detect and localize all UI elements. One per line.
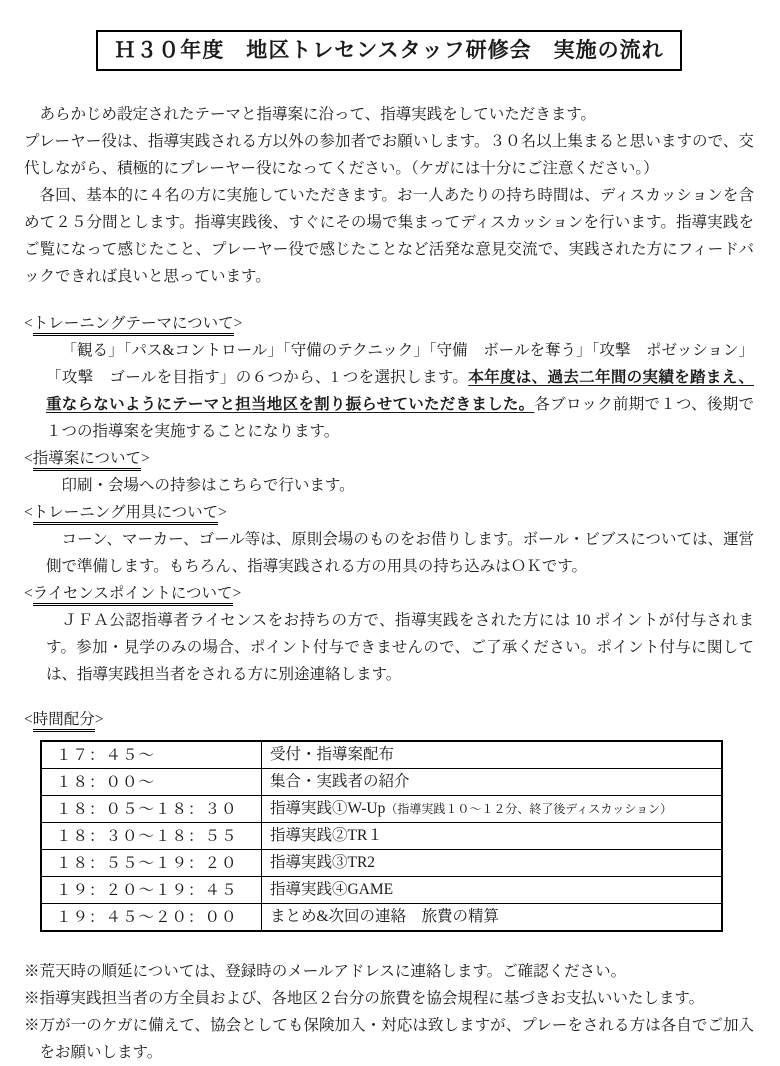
table-row (41, 796, 722, 823)
theme-body-normal-1: 「観る」「パス&コントロール」「守備のテクニック」「守備 ボールを奪う」「攻撃 ポゼッション」「攻撃 ゴールを目指す」の６つから、1 つを選択します。 (46, 342, 754, 386)
table-row (41, 904, 722, 932)
schedule-desc-text: まとめ&次回の連絡 旅費の精算 (270, 908, 500, 925)
schedule-time-cell: １８：００～ (41, 769, 262, 796)
angle-bracket-open: < (24, 315, 33, 332)
schedule-desc-cell (262, 796, 723, 823)
section-heading-theme-text: トレーニングテーマについて (33, 315, 234, 336)
theme-body-normal-2: 各ブロック前期で１つ、後期で１つの指導案を実施することになります。 (46, 396, 754, 440)
table-row (41, 877, 722, 904)
schedule-desc-cell (262, 904, 723, 932)
section-schedule (24, 706, 754, 932)
section-body-equipment: コーン、マーカー、ゴール等は、原則会場のものをお借りします。ボール・ビブスについては、運営側で準備します。もちろん、指導実践される方の用具の持ち込みはＯＫです。 (46, 531, 754, 575)
table-row (41, 823, 722, 850)
schedule-time-cell: １８：０５～１８：３０ (41, 796, 262, 823)
spacer (24, 290, 754, 310)
section-heading-schedule (24, 706, 754, 733)
section-license-points (24, 580, 754, 688)
angle-bracket-close: > (140, 450, 150, 467)
section-training-theme (24, 310, 754, 445)
section-heading-license-text: ライセンスポイントについて (33, 585, 233, 606)
intro-paragraph-2: プレーヤー役は、指導実践される方以外の参加者でお願いします。３０名以上集まると思いますので、交代しながら、積極的にプレーヤー役になってください。（ケガには十分にご注意ください。） (24, 133, 754, 177)
section-heading-plan-text: 指導案について (33, 450, 141, 471)
schedule-desc-cell (262, 823, 723, 850)
angle-bracket-close: > (94, 711, 104, 728)
schedule-desc-text: 集合・実践者の紹介 (270, 773, 410, 790)
schedule-time-cell: １８：３０～１８：５５ (41, 823, 262, 850)
angle-bracket-open: < (24, 450, 33, 467)
section-heading-plan (24, 445, 754, 472)
theme-body-bold-underlined: 本年度は、過去二年間の実績を踏まえ、重ならないようにテーマと担当地区を割り振らせていただきました。 (46, 369, 755, 413)
table-row (41, 741, 722, 769)
note-travel-expense: ※指導実践担当者の方全員および、各地区２台分の旅費を協会規程に基づきお支払いいたします。 (24, 990, 705, 1007)
schedule-time-cell: １９：２０～１９：４５ (41, 877, 262, 904)
schedule-time-cell: １７：４５～ (41, 741, 262, 769)
spacer (24, 688, 754, 706)
table-row (41, 850, 722, 877)
schedule-desc-text: 指導実践①W-Up (270, 800, 386, 817)
schedule-desc-cell (262, 741, 723, 769)
section-heading-theme (24, 310, 754, 337)
angle-bracket-open: < (24, 711, 33, 728)
intro-block (24, 101, 754, 290)
section-body-license: ＪＦＡ公認指導者ライセンスをお持ちの方で、指導実践をされた方には 10 ポイントが付与されます。参加・見学のみの場合、ポイント付与できませんので、ご了承ください。ポイント付与に関しては、指導実践担当者をされる方に別途連絡します。 (46, 612, 754, 683)
intro-paragraph-1: あらかじめ設定されたテーマと指導案に沿って、指導実践をしていただきます。 (39, 106, 596, 123)
schedule-desc-cell (262, 877, 723, 904)
note-weather: ※荒天時の順延については、登録時のメールアドレスに連絡します。ご確認ください。 (24, 963, 627, 980)
intro-paragraph-3: 各回、基本的に４名の方に実施していただきます。お一人あたりの持ち時間は、ディスカッションを含めて２５分間とします。指導実践後、すぐにその場で集まってディスカッションを行います。指導実践をご覧になって感じたこと、プレーヤー役で感じたことなど活発な意見交流で、実践された方にフィードバックできれば良いと思っています。 (24, 187, 754, 285)
schedule-desc-note: （指導実践１０～１２分、終了後ディスカッション） (385, 802, 673, 816)
schedule-desc-cell (262, 769, 723, 796)
schedule-desc-text: 指導実践④GAME (270, 881, 394, 898)
section-heading-license (24, 580, 754, 607)
schedule-time-cell: １９：４５～２０：００ (41, 904, 262, 932)
footer-notes (24, 958, 754, 1066)
section-lesson-plan (24, 445, 754, 499)
angle-bracket-open: < (24, 585, 33, 602)
section-heading-equipment-text: トレーニング用具について (33, 504, 218, 525)
angle-bracket-close: > (233, 315, 243, 332)
angle-bracket-open: < (24, 504, 33, 521)
section-body-theme (46, 337, 754, 445)
angle-bracket-close: > (232, 585, 242, 602)
title-container (24, 30, 754, 71)
table-row (41, 769, 722, 796)
schedule-desc-text: 指導実践②TR１ (270, 827, 383, 844)
section-heading-equipment (24, 499, 754, 526)
section-equipment (24, 499, 754, 580)
page-title: Ｈ３０年度 地区トレセンスタッフ研修会 実施の流れ (96, 30, 681, 71)
schedule-table (40, 740, 723, 932)
angle-bracket-close: > (218, 504, 227, 521)
schedule-desc-cell (262, 850, 723, 877)
note-insurance: ※万が一のケガに備えて、協会としても保険加入・対応は致しますが、プレーをされる方は各自でご加入をお願いします。 (24, 1017, 754, 1061)
schedule-desc-text: 指導実践③TR2 (270, 854, 376, 871)
section-body-plan: 印刷・会場への持参はこちらで行います。 (61, 477, 355, 494)
schedule-desc-text: 受付・指導案配布 (270, 746, 395, 763)
schedule-time-cell: １８：５５～１９：２０ (41, 850, 262, 877)
section-heading-schedule-text: 時間配分 (33, 711, 95, 732)
